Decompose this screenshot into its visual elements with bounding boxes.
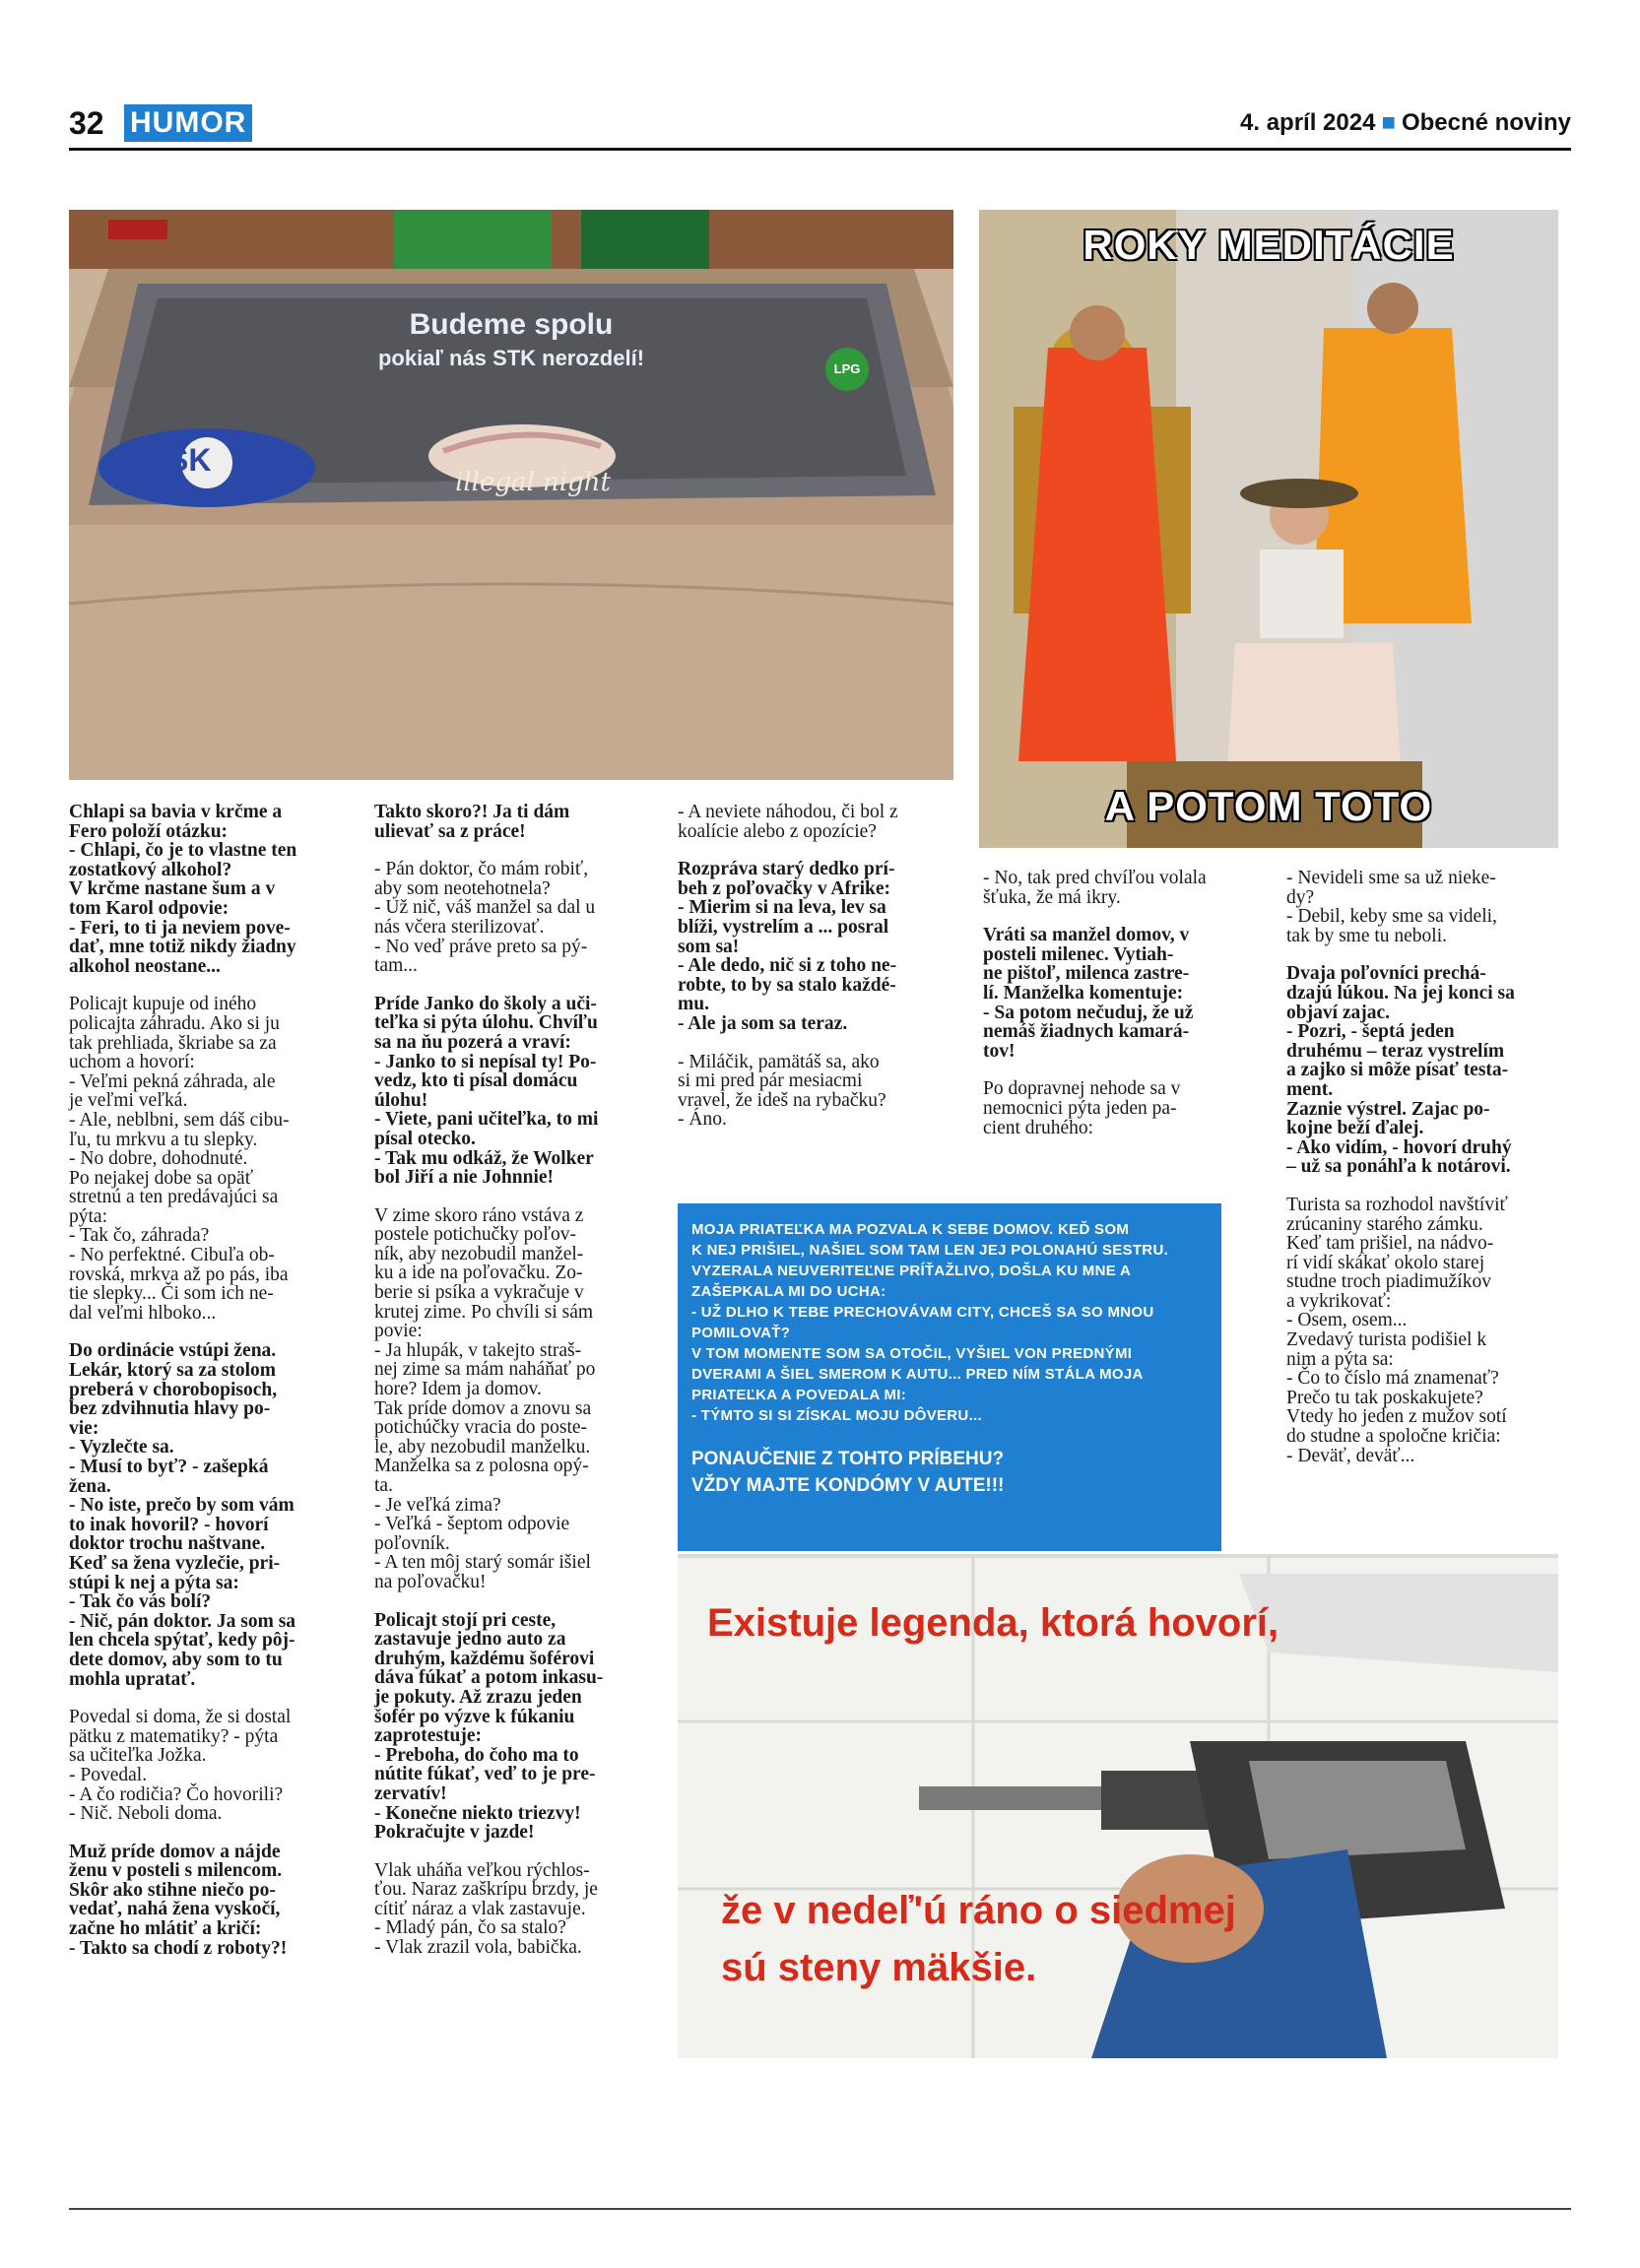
text-line: dy? (1286, 886, 1315, 908)
text-line: je veľmi veľká. (69, 1090, 188, 1112)
text-line: ne pištoľ, milenca zastre- (983, 963, 1190, 985)
text-line: - Miláčik, pamätáš sa, ako (678, 1051, 880, 1072)
text-line: le, aby nezobudil manželku. (374, 1436, 591, 1458)
text-line: Po nejakej dobe sa opäť (69, 1167, 254, 1189)
promo-line: - TÝMTO SI SI ZÍSKAL MOJU DÔVERU... (691, 1407, 982, 1424)
joke-paragraph (69, 995, 347, 1323)
text-line: šťuka, že má ikry. (983, 886, 1121, 908)
text-line: V zime skoro ráno vstáva z (374, 1204, 584, 1226)
text-line: tak prehliada, škriabe sa za (69, 1032, 277, 1054)
text-line: ulievať sa z práce! (374, 820, 526, 842)
lpg-badge: LPG (825, 348, 869, 391)
text-line: som sa! (678, 936, 740, 957)
text-line: - Deväť, deväť... (1286, 1445, 1415, 1466)
text-line: Turista sa rozhodol navštíviť (1286, 1194, 1508, 1215)
text-line: Lekár, ktorý sa za stolom (69, 1360, 276, 1382)
text-line: druhému – teraz vystrelím (1286, 1040, 1505, 1062)
text-line: - Pán doktor, čo mám robiť, (374, 859, 589, 880)
text-line: rí vidí skákať okolo starej (1286, 1252, 1485, 1273)
text-line: úlohu! (374, 1089, 428, 1111)
text-line: nútite fúkať, veď to je pre- (374, 1764, 596, 1785)
text-line: - Ale, neblbni, sem dáš cibu- (69, 1109, 290, 1131)
text-line: Muž príde domov a nájde (69, 1841, 281, 1862)
text-line: do studne a spoločne kričia: (1286, 1426, 1501, 1448)
text-line: - Ale ja som sa teraz. (678, 1012, 848, 1034)
text-line: vie: (69, 1417, 99, 1439)
text-line: začne ho mlátiť a kričí: (69, 1918, 262, 1940)
text-line: kojne beží ďalej. (1286, 1118, 1424, 1139)
text-line: Zaznie výstrel. Zajac po- (1286, 1098, 1490, 1120)
text-line: Vlak uháňa veľkou rýchlos- (374, 1859, 590, 1881)
promo-lesson-line2: VŽDY MAJTE KONDÓMY V AUTE!!! (691, 1475, 1005, 1496)
text-line: - Nič, pán doktor. Ja som sa (69, 1610, 296, 1632)
text-line: ta. (374, 1475, 393, 1496)
text-line: nemocnici pýta jeden pa- (983, 1097, 1177, 1119)
text-line: len chcela spýtať, kedy pôj- (69, 1630, 295, 1652)
text-line: - Nevideli sme sa už nieke- (1286, 868, 1496, 888)
text-line: Vráti sa manžel domov, v (983, 925, 1190, 946)
text-line: tov! (983, 1040, 1016, 1062)
text-line: - Povedal. (69, 1764, 148, 1785)
joke-paragraph (374, 1861, 652, 1958)
text-line: - Feri, to ti ja neviem pove- (69, 917, 291, 939)
text-line: je pokuty. Až zrazu jeden (374, 1686, 582, 1708)
text-line: vedať, nahá žena vyskočí, (69, 1899, 281, 1920)
text-line: bol Jiří a nie Johnnie! (374, 1167, 555, 1189)
joke-paragraph (983, 1079, 1261, 1137)
text-line: Do ordinácie vstúpi žena. (69, 1340, 277, 1362)
text-line: ník, aby nezobudil manžel- (374, 1243, 584, 1264)
text-line: Policajt kupuje od iného (69, 994, 257, 1015)
section-label: HUMOR (124, 104, 252, 142)
joke-paragraph (983, 869, 1261, 907)
text-line: pýta: (69, 1205, 107, 1227)
text-line: zrúcaniny starého zámku. (1286, 1213, 1483, 1235)
joke-paragraph (69, 1708, 347, 1824)
text-line: - Debil, keby sme sa videli, (1286, 906, 1497, 928)
text-line: nim a pýta sa: (1286, 1348, 1394, 1370)
separator-dot: ■ (1381, 109, 1396, 136)
promo-lesson (691, 1446, 1208, 1499)
text-line: beh z poľovačky v Afrike: (678, 877, 891, 899)
car-sticker-subtitle: pokiaľ nás STK nerozdelí! (377, 346, 645, 370)
text-column-3 (678, 803, 955, 1148)
text-line: nemáš žiadnych kamará- (983, 1021, 1190, 1043)
text-line: stretnú a ten predávajúci sa (69, 1187, 279, 1208)
text-line: dete domov, aby som to tu (69, 1649, 283, 1670)
promo-line: V TOM MOMENTE SOM SA OTOČIL, VYŠIEL VON PREDNÝMI (691, 1345, 1133, 1362)
text-line: - Vlak zrazil vola, babička. (374, 1937, 582, 1959)
joke-paragraph (69, 1843, 347, 1959)
text-line: zervatív! (374, 1782, 447, 1804)
text-line: zostatkový alkohol? (69, 859, 232, 880)
text-line: - A neviete náhodou, či bol z (678, 802, 898, 822)
text-line: dal veľmi hlboko... (69, 1302, 217, 1324)
text-line: rovská, mrkva až po pás, iba (69, 1264, 289, 1285)
monks-caption-top: ROKY MEDITÁCIE (1082, 222, 1455, 268)
text-line: – už sa ponáhľa k notárovi. (1286, 1156, 1511, 1178)
text-line: ťou. Naraz zaškrípu brzdy, je (374, 1879, 598, 1901)
text-line: sa učiteľka Jožka. (69, 1745, 207, 1767)
text-line: Fero položí otázku: (69, 820, 229, 842)
text-line: cítiť náraz a vlak zastavuje. (374, 1898, 586, 1919)
text-line: Skôr ako stihne niečo po- (69, 1879, 276, 1901)
text-line: - A ten môj starý somár išiel (374, 1552, 591, 1574)
text-line: mohla upratať. (69, 1668, 196, 1690)
text-line: policajta záhradu. Ako si ju (69, 1012, 280, 1034)
drill-caption-line3: sú steny mäkšie. (721, 1946, 1037, 1989)
text-line: - No perfektné. Cibuľa ob- (69, 1245, 275, 1266)
text-line: - Janko to si nepísal ty! Po- (374, 1051, 597, 1072)
text-line: hore? Idem ja domov. (374, 1379, 542, 1400)
promo-story (691, 1219, 1208, 1426)
text-line: Rozpráva starý dedko prí- (678, 859, 895, 880)
text-line: žena. (69, 1475, 111, 1497)
text-line: tie slepky... Či som ich ne- (69, 1283, 274, 1305)
text-line: - Sa potom nečuduj, že už (983, 1002, 1194, 1023)
text-line: - Musí to byť? - zašepká (69, 1457, 269, 1477)
text-line: teľka si pýta úlohu. Chvíľu (374, 1012, 598, 1034)
text-line: dať, mne totiž nikdy žiadny (69, 937, 296, 958)
text-line: objaví zajac. (1286, 1002, 1391, 1023)
page-header (69, 102, 1571, 144)
joke-paragraph (1286, 1196, 1564, 1465)
promo-line: DVERAMI A ŠIEL SMEROM K AUTU... PRED NÍM STÁLA MOJA (691, 1366, 1144, 1383)
text-line: Pokračujte v jazde! (374, 1822, 535, 1844)
text-line: dzajú lúkou. Na jej konci sa (1286, 982, 1515, 1004)
pillow-text: illegal night (455, 468, 611, 497)
text-line: - Pozri, - šeptá jeden (1286, 1021, 1455, 1043)
drill-caption-line1: Existuje legenda, ktorá hovorí, (707, 1601, 1279, 1645)
text-line: postele potichučky poľov- (374, 1224, 577, 1246)
promo-line: PRIATEĽKA A POVEDALA MI: (691, 1387, 907, 1403)
page-number: 32 (69, 105, 104, 141)
text-line: tak by sme tu neboli. (1286, 925, 1448, 946)
text-line: - Chlapi, čo je to vlastne ten (69, 840, 297, 862)
drill-meme-photo (678, 1554, 1558, 2058)
text-line: - Áno. (678, 1109, 727, 1131)
text-line: vravel, že ideš na rybačku? (678, 1089, 886, 1111)
text-line: potichúčky vracia do poste- (374, 1417, 588, 1439)
text-line: nás včera sterilizovať. (374, 916, 545, 938)
text-line: poľovník. (374, 1532, 450, 1554)
text-line: na poľovačku! (374, 1571, 487, 1592)
text-line: robte, to by sa stalo každé- (678, 974, 896, 996)
monks-meme-photo (979, 210, 1558, 848)
text-line: vedz, kto ti písal domácu (374, 1070, 578, 1092)
text-line: - Mierim si na leva, lev sa (678, 897, 886, 919)
text-line: dáva fúkať a potom inkasu- (374, 1667, 604, 1689)
joke-paragraph (1286, 869, 1564, 945)
issue-date: 4. apríl 2024 (1240, 109, 1376, 136)
header-rule (69, 148, 1571, 151)
text-line: písal otecko. (374, 1128, 476, 1149)
text-line: Príde Janko do školy a uči- (374, 993, 597, 1014)
text-line: Vtedy ho jeden z mužov sotí (1286, 1406, 1507, 1428)
text-line: - Nič. Neboli doma. (69, 1803, 223, 1825)
text-line: mu. (678, 994, 709, 1015)
text-line: - No dobre, dohodnuté. (69, 1148, 248, 1170)
text-line: šofér po výzve k fúkaniu (374, 1706, 575, 1727)
text-line: Takto skoro?! Ja ti dám (374, 802, 570, 822)
text-line: stúpi k nej a pýta sa: (69, 1572, 239, 1593)
text-line: posteli milenec. Vytiah- (983, 943, 1174, 965)
text-line: Chlapi sa bavia v krčme a (69, 802, 283, 822)
text-column-5 (1286, 869, 1564, 1484)
text-column-4 (983, 869, 1261, 1156)
text-line: alkohol neostane... (69, 955, 221, 977)
promo-lesson-line1: PONAUČENIE Z TOHTO PRÍBEHU? (691, 1449, 1005, 1469)
promo-line: ZAŠEPKALA MI DO UCHA: (691, 1283, 886, 1300)
drill-caption-line2: že v nedeľ'ú ráno o siedmej (721, 1889, 1236, 1932)
joke-paragraph (678, 1053, 955, 1130)
text-line: Po dopravnej nehode sa v (983, 1078, 1181, 1100)
text-line: ľu, tu mrkvu a tu slepky. (69, 1129, 258, 1150)
text-line: a zajko si môže písať testa- (1286, 1060, 1509, 1081)
monks-caption-bottom: A POTOM TOTO (1104, 783, 1433, 829)
text-line: berie si psíka a vykračuje v (374, 1282, 584, 1304)
text-line: krutej zime. Po chvíli si sám (374, 1301, 594, 1323)
text-line: Dvaja poľovníci prechá- (1286, 963, 1486, 985)
text-line: V krčme nastane šum a v (69, 878, 276, 900)
text-line: aby som neotehotnela? (374, 877, 551, 899)
text-line: cient druhého: (983, 1117, 1094, 1138)
text-line: Povedal si doma, že si dostal (69, 1707, 292, 1728)
text-line: - No iste, prečo by som vám (69, 1495, 295, 1517)
text-line: tam... (374, 955, 418, 977)
joke-paragraph (374, 1611, 652, 1843)
text-line: - Je veľká zima? (374, 1494, 501, 1516)
text-line: - No veď práve preto sa pý- (374, 936, 588, 957)
joke-paragraph (374, 1206, 652, 1592)
promo-line: POMILOVAŤ? (691, 1325, 791, 1341)
text-line: zastavuje jedno auto za (374, 1629, 566, 1651)
text-line: a vykrikovať: (1286, 1290, 1392, 1312)
joke-paragraph (374, 995, 652, 1188)
text-line: preberá v chorobopisoch, (69, 1379, 278, 1400)
text-line: - Viete, pani učiteľka, to mi (374, 1109, 599, 1131)
promo-line: K NEJ PRIŠIEL, NAŠIEL SOM TAM LEN JEJ POLONAHÚ SESTRU. (691, 1242, 1169, 1259)
text-line: si mi pred pár mesiacmi (678, 1070, 863, 1092)
issue-info (1240, 102, 1571, 144)
text-line: - Už nič, váš manžel sa dal u (374, 897, 596, 919)
text-line: - Vyzlečte sa. (69, 1437, 174, 1458)
text-line: - Ako vidím, - hovorí druhý (1286, 1136, 1512, 1158)
text-line: studne troch piadimužíkov (1286, 1271, 1491, 1293)
text-line: - Tak mu odkáž, že Wolker (374, 1147, 594, 1169)
text-line: ku a ide na poľovačku. Zo- (374, 1263, 583, 1284)
text-line: Zvedavý turista podišiel k (1286, 1329, 1487, 1351)
text-line: doktor trochu naštvane. (69, 1533, 266, 1555)
text-line: - Takto sa chodí z roboty?! (69, 1937, 288, 1959)
text-line: - Konečne niekto triezvy! (374, 1802, 581, 1824)
joke-paragraph (678, 803, 955, 841)
joke-paragraph (1286, 964, 1564, 1177)
text-line: - Osem, osem... (1286, 1310, 1408, 1331)
text-line: Tak príde domov a znovu sa (374, 1397, 592, 1419)
text-line: lí. Manželka komentuje: (983, 982, 1184, 1004)
joke-paragraph (69, 803, 347, 976)
promo-line: - UŽ DLHO K TEBE PRECHOVÁVAM CITY, CHCEŠ SA SO MNOU (691, 1304, 1154, 1321)
text-line: Manželka sa z polosna opý- (374, 1456, 589, 1477)
text-line: uchom a hovorí: (69, 1052, 195, 1073)
promo-line: MOJA PRIATEĽKA MA POZVALA K SEBE DOMOV. KEĎ SOM (691, 1221, 1130, 1238)
text-column-1 (69, 803, 347, 1976)
text-line: koalície alebo z opozície? (678, 820, 877, 842)
text-line: - Preboha, do čoho ma to (374, 1744, 579, 1766)
text-line: - Ale dedo, nič si z toho ne- (678, 955, 897, 977)
text-line: pätku z matematiky? - pýta (69, 1725, 279, 1747)
car-brand-logo: SK (167, 442, 212, 478)
text-line: tom Karol odpovie: (69, 897, 230, 919)
text-line: - Tak čo vás bolí? (69, 1591, 212, 1613)
joke-paragraph (69, 1341, 347, 1689)
text-line: ženu v posteli s milencom. (69, 1860, 283, 1882)
text-line: zaprotestuje: (374, 1725, 483, 1747)
text-line: Keď sa žena vyzlečie, pri- (69, 1552, 281, 1574)
text-line: bez zdvihnutia hlavy po- (69, 1398, 271, 1420)
text-line: - A čo rodičia? Čo hovorili? (69, 1783, 284, 1805)
text-line: druhým, každému šoférovi (374, 1648, 595, 1669)
text-line: blíži, vystrelím a ... posral (678, 916, 889, 938)
text-line: - Mladý pán, čo sa stalo? (374, 1917, 566, 1939)
text-line: to inak hovoril? - hovorí (69, 1514, 269, 1535)
promo-box (678, 1203, 1221, 1551)
text-line: - No, tak pred chvíľou volala (983, 868, 1207, 888)
text-line: - Tak čo, záhrada? (69, 1225, 210, 1247)
text-line: ment. (1286, 1078, 1334, 1100)
text-line: povie: (374, 1321, 423, 1342)
text-line: Prečo tu tak poskakujete? (1286, 1387, 1483, 1408)
text-line: nej zime sa mám naháňať po (374, 1359, 596, 1381)
car-photo (69, 210, 953, 780)
publication-name: Obecné noviny (1401, 109, 1571, 136)
text-line: Policajt stojí pri ceste, (374, 1609, 557, 1631)
joke-paragraph (374, 860, 652, 976)
text-line: - Veľká - šeptom odpovie (374, 1514, 570, 1535)
promo-line: VYZERALA NEUVERITEĽNE PRÍŤAŽLIVO, DOŠLA KU MNE A (691, 1263, 1132, 1279)
car-sticker-title: Budeme spolu (409, 308, 614, 341)
joke-paragraph (374, 803, 652, 841)
text-line: - Ja hlupák, v takejto straš- (374, 1339, 582, 1361)
text-line: - Čo to číslo má znamenať? (1286, 1368, 1499, 1390)
text-column-2 (374, 803, 652, 1976)
joke-paragraph (678, 860, 955, 1033)
text-line: sa na ňu pozerá a vraví: (374, 1031, 571, 1053)
footer-rule (69, 2208, 1571, 2210)
text-line: - Veľmi pekná záhrada, ale (69, 1070, 276, 1092)
joke-paragraph (983, 926, 1261, 1061)
text-line: Keď tam prišiel, na nádvo- (1286, 1233, 1494, 1255)
